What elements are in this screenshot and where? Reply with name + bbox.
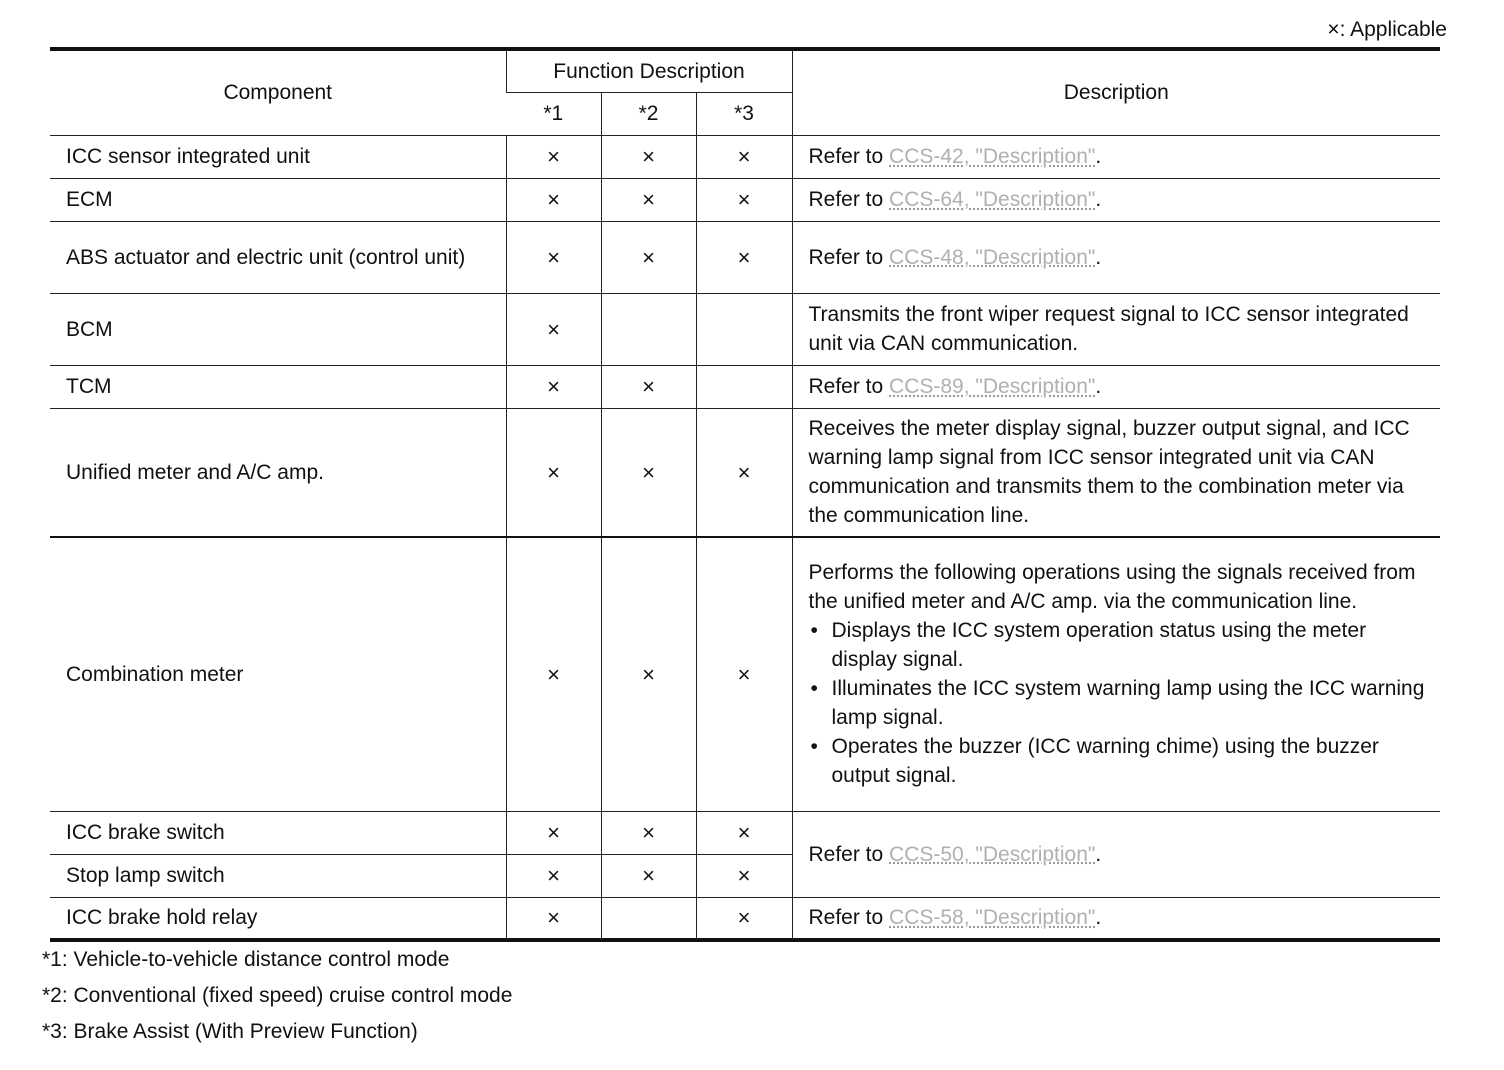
header-function-description: Function Description — [506, 49, 792, 92]
table-row — [50, 178, 1440, 221]
applicable-mark: × — [506, 408, 601, 537]
table-row — [50, 135, 1440, 178]
header-component: Component — [50, 49, 506, 135]
reference-link[interactable]: CCS-48, "Description" — [889, 245, 1096, 269]
component-function-table — [50, 47, 1440, 942]
description-cell: Refer to CCS-42, "Description". — [792, 135, 1440, 178]
reference-link[interactable]: CCS-89, "Description" — [889, 375, 1096, 398]
refer-to-text: Refer to — [808, 906, 884, 930]
footnotes — [42, 946, 512, 1054]
applicable-mark: × — [696, 135, 792, 178]
footnote: *3: Brake Assist (With Preview Function) — [42, 1020, 418, 1043]
table-row — [50, 365, 1440, 408]
empty-mark-cell — [696, 365, 792, 408]
description-cell: Refer to CCS-48, "Description". — [792, 221, 1440, 293]
component-cell: ICC brake switch — [50, 811, 506, 854]
description-cell — [792, 537, 1440, 811]
applicable-mark: × — [506, 365, 601, 408]
applicable-mark: × — [506, 897, 601, 940]
component-cell: TCM — [50, 365, 506, 408]
applicable-legend: ×: Applicable — [1327, 18, 1447, 41]
description-cell: Refer to CCS-64, "Description". — [792, 178, 1440, 221]
applicable-mark: × — [601, 537, 696, 811]
header-function-1: *1 — [506, 92, 601, 135]
footnote: *2: Conventional (fixed speed) cruise control mode — [42, 984, 513, 1007]
description-cell: Receives the meter display signal, buzzer output signal, and ICC warning lamp signal from ICC sensor integrated unit via CAN communication and transmits them to the combination meter via the communication line. — [792, 408, 1440, 537]
component-cell: Unified meter and A/C amp. — [50, 408, 506, 537]
reference-link[interactable]: CCS-64, "Description" — [889, 188, 1096, 211]
component-cell: ICC sensor integrated unit — [50, 135, 506, 178]
reference-link[interactable]: CCS-50, "Description" — [889, 842, 1096, 866]
table-row — [50, 537, 1440, 811]
empty-mark-cell — [601, 293, 696, 365]
refer-to-text: Refer to — [808, 188, 884, 211]
component-cell: ICC brake hold relay — [50, 897, 506, 940]
operation-list — [809, 616, 1429, 790]
reference-link[interactable]: CCS-58, "Description" — [889, 906, 1096, 930]
table-row — [50, 811, 1440, 854]
applicable-mark: × — [601, 221, 696, 293]
applicable-mark: × — [696, 897, 792, 940]
refer-to-text: Refer to — [808, 842, 884, 866]
description-cell: Transmits the front wiper request signal to ICC sensor integrated unit via CAN communication. — [792, 293, 1440, 365]
table-row — [50, 897, 1440, 940]
refer-to-text: Refer to — [808, 145, 884, 168]
header-function-3: *3 — [696, 92, 792, 135]
component-cell: ECM — [50, 178, 506, 221]
empty-mark-cell — [601, 897, 696, 940]
applicable-mark: × — [506, 811, 601, 854]
applicable-mark: × — [506, 854, 601, 897]
list-item: • Displays the ICC system operation status using the meter display signal. — [809, 616, 1429, 674]
description-cell: Refer to CCS-89, "Description". — [792, 365, 1440, 408]
applicable-mark: × — [601, 135, 696, 178]
applicable-mark: × — [696, 178, 792, 221]
description-cell: Refer to CCS-50, "Description". — [792, 811, 1440, 897]
header-description: Description — [792, 49, 1440, 135]
description-text: Performs the following operations using the signals received from the unified meter and A/C amp. via the communication line. — [808, 561, 1416, 614]
component-cell: Combination meter — [50, 537, 506, 811]
applicable-mark: × — [506, 135, 601, 178]
applicable-mark: × — [601, 178, 696, 221]
header-function-2: *2 — [601, 92, 696, 135]
component-cell: ABS actuator and electric unit (control unit) — [50, 221, 506, 293]
list-item: • Operates the buzzer (ICC warning chime) using the buzzer output signal. — [809, 732, 1429, 790]
component-cell: BCM — [50, 293, 506, 365]
applicable-mark: × — [696, 854, 792, 897]
applicable-mark: × — [506, 293, 601, 365]
applicable-mark: × — [601, 408, 696, 537]
table-row — [50, 221, 1440, 293]
applicable-mark: × — [601, 811, 696, 854]
reference-link[interactable]: CCS-42, "Description" — [889, 145, 1096, 168]
applicable-mark: × — [601, 365, 696, 408]
footnote: *1: Vehicle-to-vehicle distance control mode — [42, 948, 450, 971]
applicable-mark: × — [506, 178, 601, 221]
empty-mark-cell — [696, 293, 792, 365]
applicable-mark: × — [696, 811, 792, 854]
table-row — [50, 408, 1440, 537]
refer-to-text: Refer to — [808, 375, 884, 398]
description-cell: Refer to CCS-58, "Description". — [792, 897, 1440, 940]
applicable-mark: × — [696, 221, 792, 293]
list-item: • Illuminates the ICC system warning lamp using the ICC warning lamp signal. — [809, 674, 1429, 732]
applicable-mark: × — [601, 854, 696, 897]
applicable-mark: × — [506, 537, 601, 811]
applicable-mark: × — [696, 537, 792, 811]
applicable-mark: × — [696, 408, 792, 537]
table-row — [50, 293, 1440, 365]
applicable-mark: × — [506, 221, 601, 293]
component-cell: Stop lamp switch — [50, 854, 506, 897]
refer-to-text: Refer to — [808, 245, 884, 269]
